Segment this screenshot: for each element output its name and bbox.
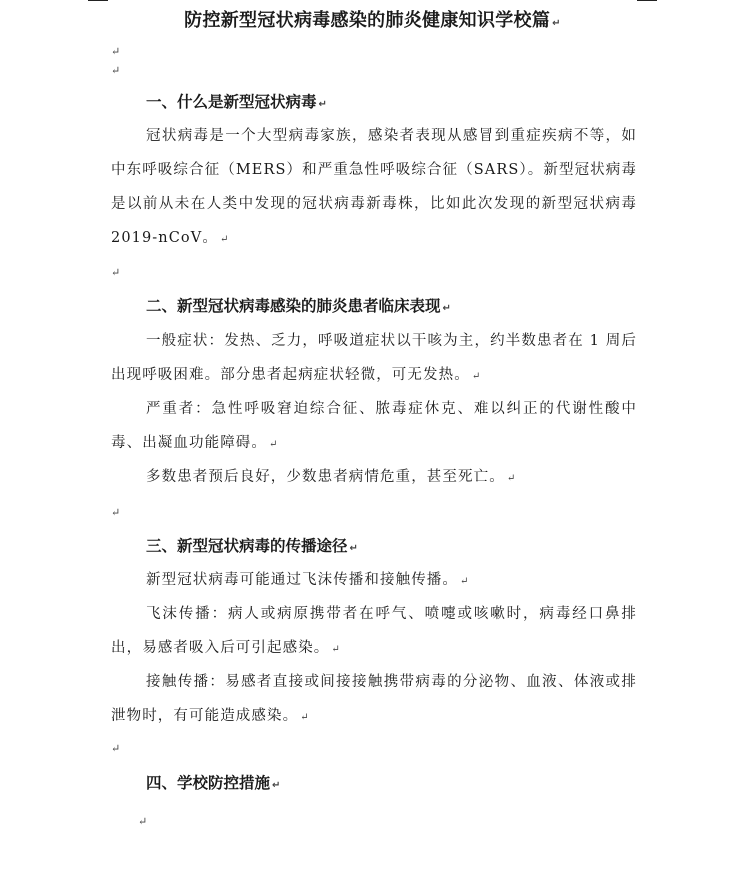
paragraph-mark: ↵ bbox=[111, 64, 121, 77]
body-paragraph: 严重者：急性呼吸窘迫综合征、脓毒症休克、难以纠正的代谢性酸中毒、出凝血功能障碍。 ↵ bbox=[111, 401, 637, 451]
section-heading: 四、学校防控措施 ↵ bbox=[146, 774, 281, 792]
paragraph-mark: ↵ bbox=[138, 815, 148, 828]
section-heading: 二、新型冠状病毒感染的肺炎患者临床表现 ↵ bbox=[146, 297, 451, 315]
paragraph-mark: ↵ bbox=[331, 644, 341, 655]
paragraph-mark: ↵ bbox=[318, 99, 327, 110]
section-heading: 三、新型冠状病毒的传播途径 ↵ bbox=[146, 537, 358, 555]
paragraph-mark: ↵ bbox=[552, 18, 561, 29]
paragraph-mark: ↵ bbox=[460, 576, 470, 587]
paragraph-mark: ↵ bbox=[300, 712, 310, 723]
crop-mark-top-left bbox=[88, 0, 108, 1]
body-paragraph: 冠状病毒是一个大型病毒家族，感染者表现从感冒到重症疾病不等，如中东呼吸综合征（MERS）和严重急性呼吸综合征（SARS）。新型冠状病毒是以前从未在人类中发现的冠状病毒新毒株，比如此次发现的新型冠状病毒 2019-nCoV。 ↵ bbox=[111, 128, 637, 246]
body-paragraph: 一般症状：发热、乏力，呼吸道症状以干咳为主，约半数患者在 1 周后出现呼吸困难。部分患者起病症状轻微，可无发热。 ↵ bbox=[111, 333, 637, 383]
paragraph-mark: ↵ bbox=[272, 780, 281, 791]
paragraph-mark: ↵ bbox=[349, 543, 358, 554]
body-paragraph: 接触传播：易感者直接或间接接触携带病毒的分泌物、血液、体液或排泄物时，有可能造成感染。 ↵ bbox=[111, 674, 637, 724]
paragraph-mark: ↵ bbox=[506, 473, 517, 484]
paragraph-mark: ↵ bbox=[442, 303, 451, 314]
body-paragraph: 飞沫传播：病人或病原携带者在呼气、喷嚏或咳嗽时，病毒经口鼻排出，易感者吸入后可引起感染。 ↵ bbox=[111, 606, 637, 656]
paragraph-mark: ↵ bbox=[111, 45, 121, 58]
paragraph-mark: ↵ bbox=[111, 742, 121, 755]
crop-mark-top-right bbox=[637, 0, 657, 1]
paragraph-mark: ↵ bbox=[269, 439, 279, 450]
body-paragraph: 新型冠状病毒可能通过飞沫传播和接触传播。 ↵ bbox=[146, 572, 470, 588]
paragraph-mark: ↵ bbox=[111, 506, 121, 519]
body-paragraph: 多数患者预后良好，少数患者病情危重，甚至死亡。 ↵ bbox=[146, 469, 517, 485]
paragraph-mark: ↵ bbox=[471, 371, 482, 382]
document-title: 防控新型冠状病毒感染的肺炎健康知识学校篇 ↵ bbox=[184, 10, 561, 31]
paragraph-mark: ↵ bbox=[111, 266, 121, 279]
section-heading: 一、什么是新型冠状病毒 ↵ bbox=[146, 93, 327, 111]
paragraph-mark: ↵ bbox=[219, 234, 230, 245]
